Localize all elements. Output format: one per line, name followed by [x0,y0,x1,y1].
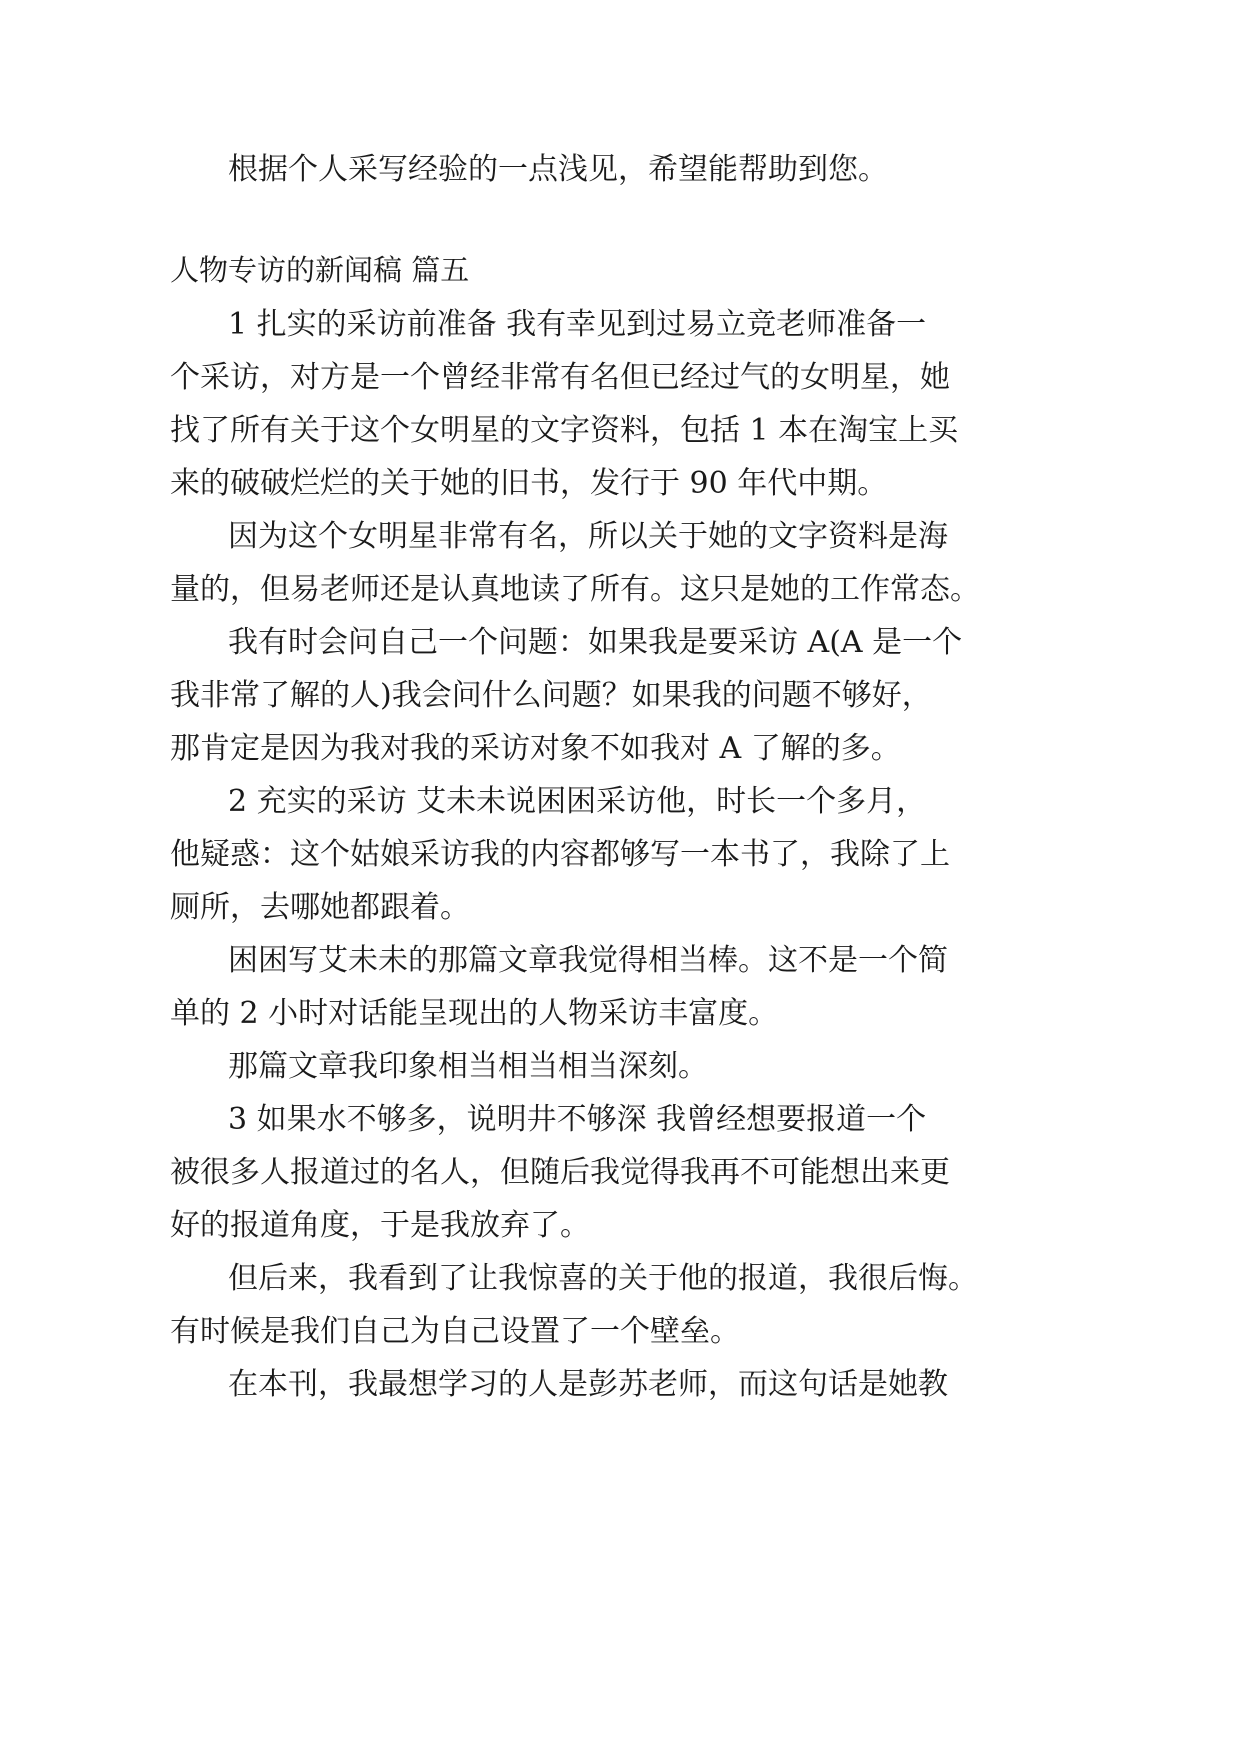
text-line: 那肯定是因为我对我的采访对象不如我对 A 了解的多。 [170,731,901,766]
text-line: 在本刊，我最想学习的人是彭苏老师，而这句话是她教 [228,1367,948,1402]
intro-line: 根据个人采写经验的一点浅见，希望能帮助到您。 [228,152,888,187]
text-line: 被很多人报道过的名人，但随后我觉得我再不可能想出来更 [170,1155,950,1190]
text-line: 3 如果水不够多，说明井不够深 我曾经想要报道一个 [228,1102,927,1137]
text-line: 单的 2 小时对话能呈现出的人物采访丰富度。 [170,996,779,1031]
section-title: 人物专访的新闻稿 篇五 [170,253,470,287]
text-line: 有时候是我们自己为自己设置了一个壁垒。 [170,1314,740,1349]
text-line: 厕所，去哪她都跟着。 [170,890,470,925]
text-line: 困困写艾未未的那篇文章我觉得相当棒。这不是一个简 [228,943,948,978]
text-line: 好的报道角度，于是我放弃了。 [170,1208,590,1243]
text-line: 找了所有关于这个女明星的文字资料，包括 1 本在淘宝上买 [170,413,959,448]
text-line: 我有时会问自己一个问题：如果我是要采访 A(A 是一个 [228,625,963,660]
text-line: 因为这个女明星非常有名，所以关于她的文字资料是海 [228,519,948,554]
text-line: 量的，但易老师还是认真地读了所有。这只是她的工作常态。 [170,572,980,607]
text-line: 1 扎实的采访前准备 我有幸见到过易立竞老师准备一 [228,307,927,342]
text-line: 那篇文章我印象相当相当相当深刻。 [228,1049,708,1084]
text-line: 来的破破烂烂的关于她的旧书，发行于 90 年代中期。 [170,466,888,501]
text-line: 2 充实的采访 艾未未说困困采访他，时长一个多月， [228,784,927,819]
text-line: 我非常了解的人)我会问什么问题？如果我的问题不够好， [170,678,932,713]
text-line: 个采访，对方是一个曾经非常有名但已经过气的女明星，她 [170,360,950,395]
text-line: 但后来，我看到了让我惊喜的关于他的报道，我很后悔。 [228,1261,978,1296]
text-line: 他疑惑：这个姑娘采访我的内容都够写一本书了，我除了上 [170,837,950,872]
